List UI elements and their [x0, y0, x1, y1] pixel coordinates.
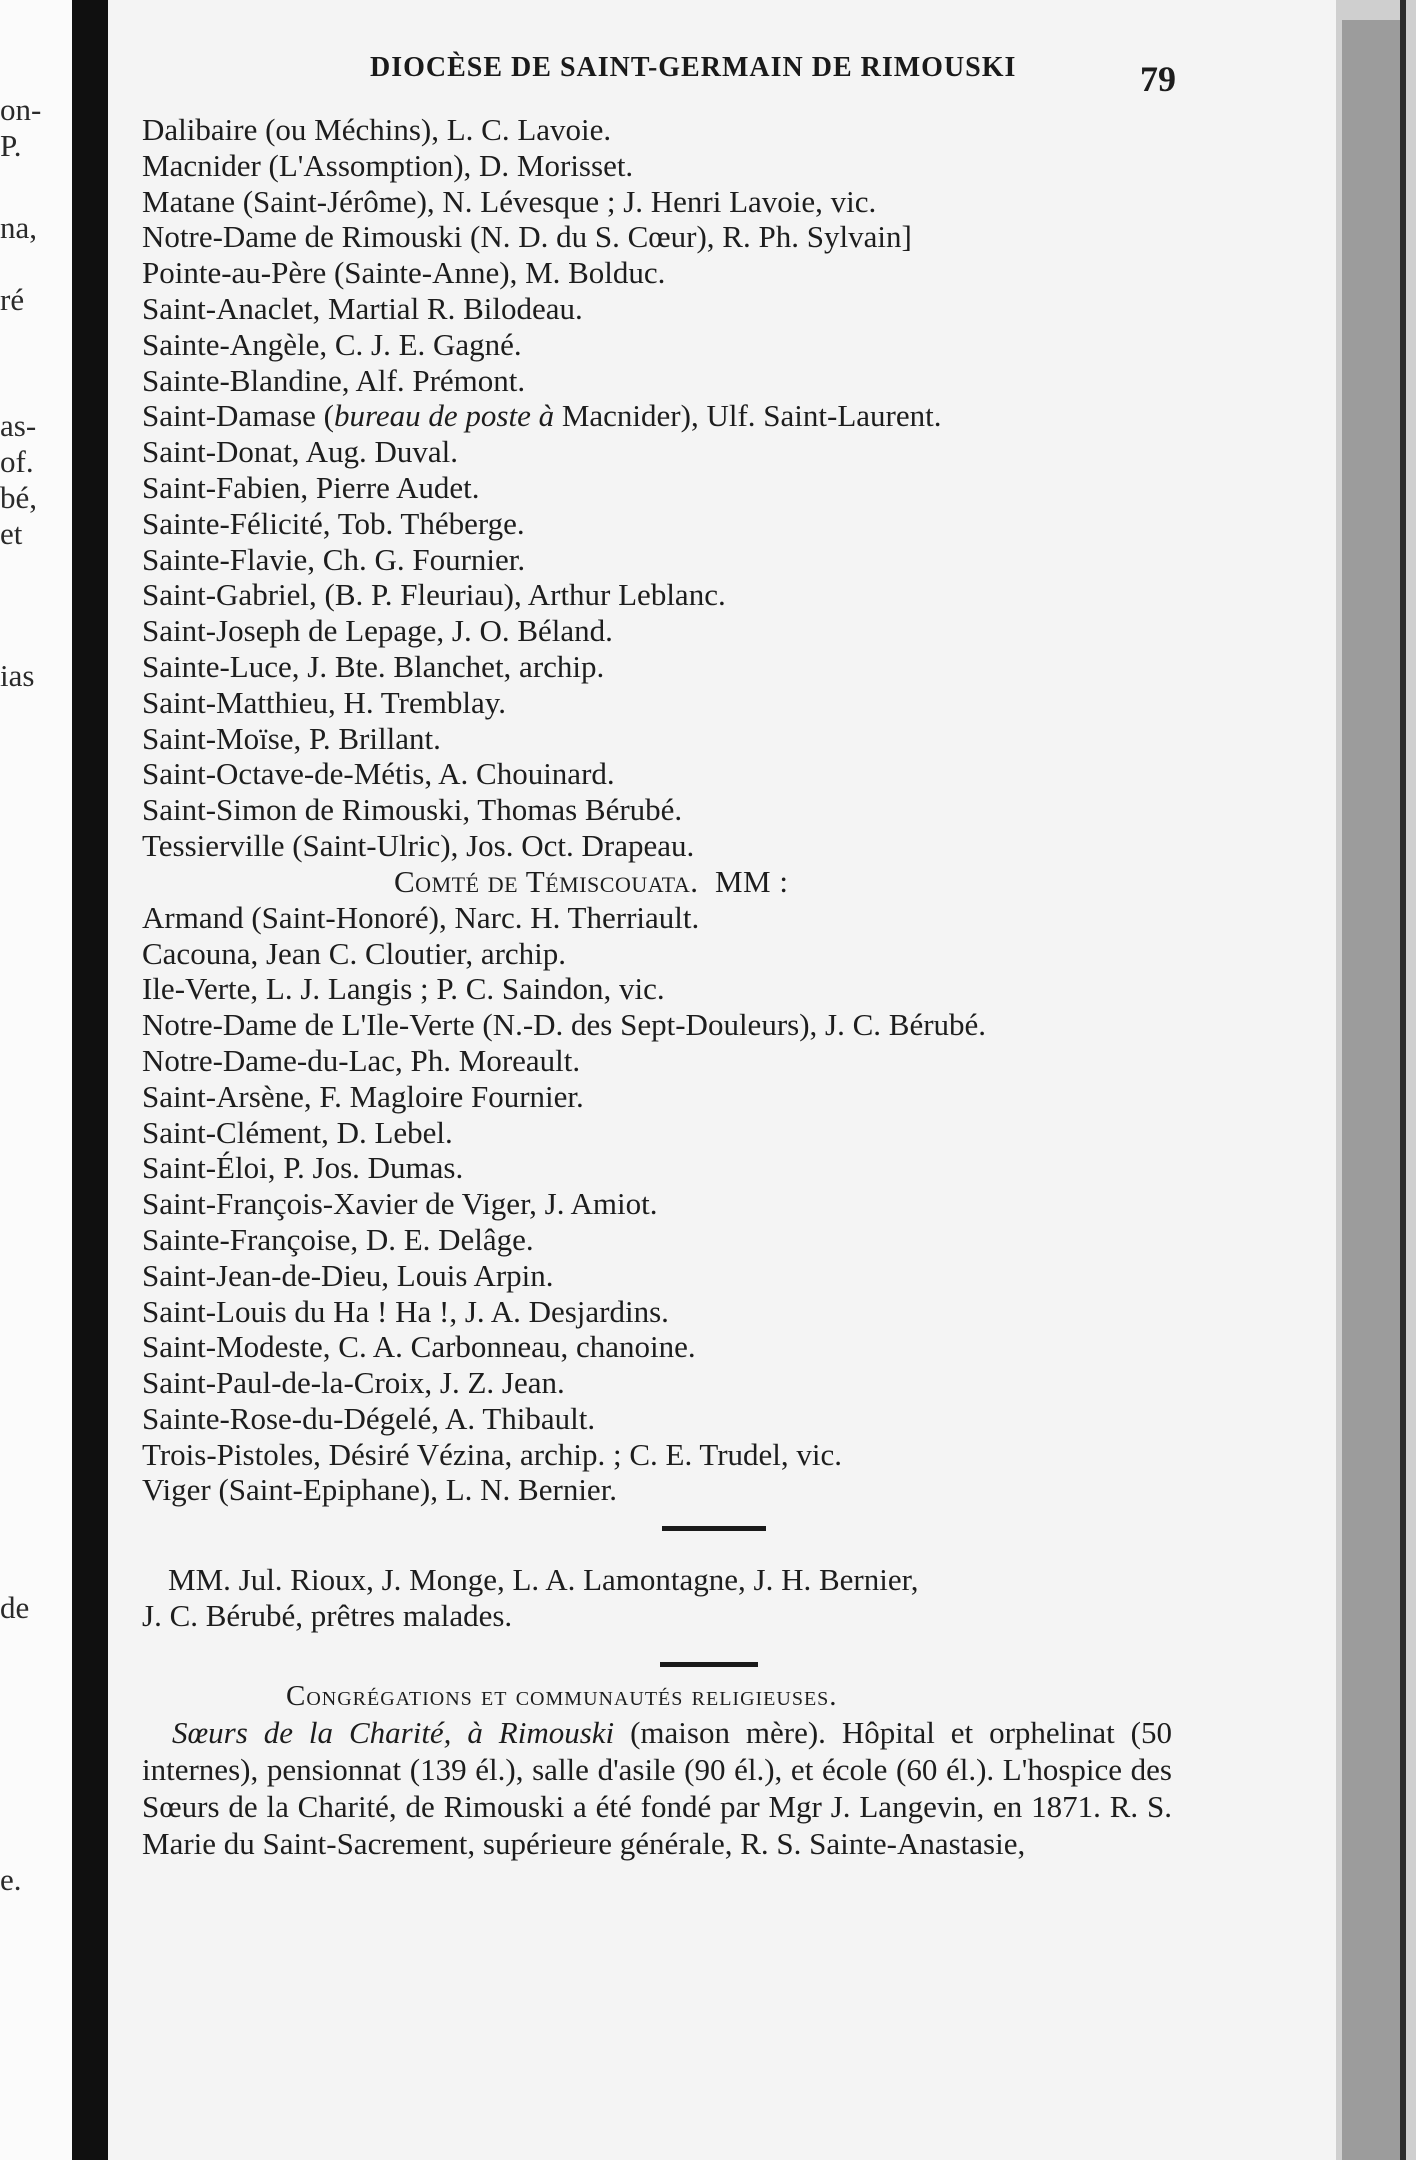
parish-entry: Saint-Arsène, F. Magloire Fournier.	[142, 1078, 584, 1114]
margin-fragment: bé,	[0, 480, 38, 515]
parish-entry: Sainte-Luce, J. Bte. Blanchet, archip.	[142, 648, 605, 684]
county-title: Comté de Témiscouata.	[394, 863, 699, 899]
margin-fragment: ias	[0, 658, 35, 693]
parish-list	[142, 112, 1202, 1531]
margin-fragment: na,	[0, 210, 38, 245]
congregations-paragraph	[142, 1714, 1172, 1862]
parish-entry: Matane (Saint-Jérôme), N. Lévesque ; J. Henri Lavoie, vic.	[142, 183, 877, 219]
parish-entry: Sainte-Blandine, Alf. Prémont.	[142, 362, 526, 398]
parish-entry: Ile-Verte, L. J. Langis ; P. C. Saindon, vic.	[142, 971, 665, 1007]
page-edge-stack	[1342, 20, 1400, 2160]
damase-text-italic: bureau de poste à	[333, 398, 555, 434]
parish-entry: Trois-Pistoles, Désiré Vézina, archip. ; C. E. Trudel, vic.	[142, 1436, 843, 1472]
parish-entry: Saint-Matthieu, H. Tremblay.	[142, 684, 506, 720]
parish-entry: Sainte-Flavie, Ch. G. Fournier.	[142, 541, 526, 577]
margin-fragment: of.	[0, 444, 34, 479]
parish-entry: Sainte-Angèle, C. J. E. Gagné.	[142, 326, 522, 362]
parish-entry: Macnider (L'Assomption), D. Morisset.	[142, 147, 634, 183]
sick-priests-note	[142, 1562, 1172, 1634]
margin-fragment: ré	[0, 282, 25, 317]
parish-entry: Notre-Dame-du-Lac, Ph. Moreault.	[142, 1042, 581, 1078]
parish-entry: Pointe-au-Père (Sainte-Anne), M. Bolduc.	[142, 255, 666, 291]
parish-entry: Cacouna, Jean C. Cloutier, archip.	[142, 935, 567, 971]
parish-entry: Viger (Saint-Epiphane), L. N. Bernier.	[142, 1472, 618, 1508]
parish-entry: Sainte-Rose-du-Dégelé, A. Thibault.	[142, 1400, 596, 1436]
parish-entry: Armand (Saint-Honoré), Narc. H. Therriault.	[142, 899, 700, 935]
parish-entry: Notre-Dame de L'Ile-Verte (N.-D. des Sept-Douleurs), J. C. Bérubé.	[142, 1007, 987, 1043]
parish-entry: Sainte-Françoise, D. E. Delâge.	[142, 1221, 534, 1257]
parish-entry: Saint-Joseph de Lepage, J. O. Béland.	[142, 613, 613, 649]
section-divider	[662, 1526, 766, 1531]
parish-entry: Saint-Clément, D. Lebel.	[142, 1114, 453, 1150]
margin-fragment: e.	[0, 1862, 22, 1897]
page-number: 79	[1140, 59, 1176, 99]
sick-priests-line-2: J. C. Bérubé, prêtres malades.	[142, 1598, 513, 1633]
parish-entry: Sainte-Félicité, Tob. Théberge.	[142, 505, 525, 541]
congregations-heading: Congrégations et communautés religieuses.	[286, 1680, 838, 1712]
county-heading	[142, 864, 1202, 900]
margin-fragment: de	[0, 1590, 30, 1625]
running-header: DIOCÈSE DE SAINT-GERMAIN DE RIMOUSKI	[370, 52, 1017, 83]
parish-entry: Tessierville (Saint-Ulric), Jos. Oct. Drapeau.	[142, 827, 695, 863]
parish-entry: Saint-François-Xavier de Viger, J. Amiot.	[142, 1186, 658, 1222]
congregation-name: Sœurs de la Charité, à Rimouski	[172, 1715, 615, 1750]
parish-entry: Saint-Éloi, P. Jos. Dumas.	[142, 1150, 464, 1186]
margin-fragment: P.	[0, 128, 22, 163]
parish-entry-damase	[142, 398, 1202, 434]
margin-fragment: on-	[0, 92, 42, 127]
margin-fragment: et	[0, 516, 23, 551]
margin-fragment: as-	[0, 408, 37, 443]
parish-entry: Saint-Moïse, P. Brillant.	[142, 720, 441, 756]
section-divider-2	[660, 1662, 758, 1667]
county-mm: MM :	[714, 863, 789, 899]
parish-entry: Saint-Donat, Aug. Duval.	[142, 434, 458, 470]
parish-entry: Dalibaire (ou Méchins), L. C. Lavoie.	[142, 112, 612, 147]
sick-priests-line-1: MM. Jul. Rioux, J. Monge, L. A. Lamontagne, J. H. Bernier,	[168, 1562, 919, 1597]
damase-text-before: Saint-Damase (	[142, 398, 334, 434]
parish-entry: Saint-Fabien, Pierre Audet.	[142, 469, 480, 505]
parish-entry: Saint-Gabriel, (B. P. Fleuriau), Arthur Leblanc.	[142, 577, 726, 613]
parish-entry: Saint-Simon de Rimouski, Thomas Bérubé.	[142, 792, 683, 828]
parish-entry: Saint-Anaclet, Martial R. Bilodeau.	[142, 290, 583, 326]
parish-entry: Saint-Jean-de-Dieu, Louis Arpin.	[142, 1257, 554, 1293]
congregation-description: (maison mère). Hôpital et orphelinat (50 internes), pensionnat (139 él.), salle d'asile (90 él.), et école (60 él.). L'hospice des Sœurs de la Charité, de Rimouski a été fondé par Mgr J. Langevin, en 1871. R. S. Marie du Saint-Sacrement, supérieure générale, R. S. Sainte-Anastasie,	[142, 1715, 1172, 1861]
damase-text-after: Macnider), Ulf. Saint-Laurent.	[554, 398, 942, 434]
page-edge-line	[1400, 0, 1406, 2160]
parish-entry: Saint-Louis du Ha ! Ha !, J. A. Desjardins.	[142, 1293, 669, 1329]
parish-entry: Saint-Paul-de-la-Croix, J. Z. Jean.	[142, 1365, 565, 1401]
book-gutter	[72, 0, 108, 2160]
parish-entry: Saint-Octave-de-Métis, A. Chouinard.	[142, 756, 615, 792]
parish-entry: Notre-Dame de Rimouski (N. D. du S. Cœur), R. Ph. Sylvain]	[142, 219, 912, 255]
parish-entry: Saint-Modeste, C. A. Carbonneau, chanoine.	[142, 1329, 696, 1365]
